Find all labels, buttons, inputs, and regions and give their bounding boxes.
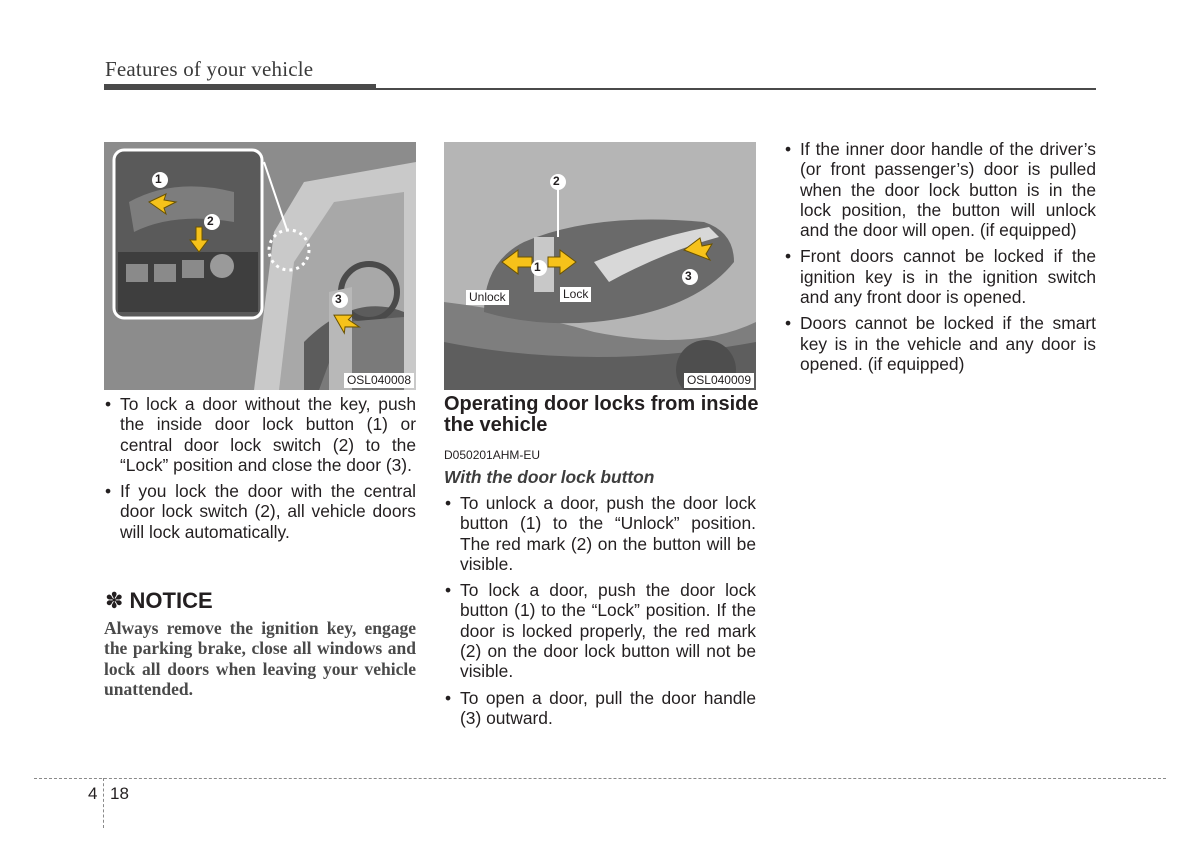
figure-door-lock-button [444,142,756,390]
callout-2: 2 [553,174,560,188]
middle-column [444,493,756,734]
figure-code-label: OSL040008 [344,373,414,388]
section-heading: Operating door locks from inside the vehicle [444,393,759,436]
door-lock-overview-illustration [104,142,416,390]
callout-3: 3 [685,269,692,283]
notice-body: Always remove the ignition key, engage the parking brake, close all windows and lock all doors when leaving your vehicle unattended. [104,618,416,699]
section-title: Features of your vehicle [105,57,314,81]
notice-title: ✽ NOTICE [105,588,213,613]
right-bullet-list [784,139,1096,374]
left-bullet-list [104,394,416,542]
callout-3: 3 [335,292,342,306]
list-item: • If the inner door handle of the driver’s (or front passenger’s) door is pulled when the door lock button is in the lock position, the button will unlock and the door will open. (if equipped) [784,139,1096,240]
lock-label: Lock [560,287,591,302]
callout-1: 1 [155,172,162,186]
chapter-number: 4 [88,784,98,803]
right-column [784,139,1096,380]
document-code: D050201AHM-EU [444,448,541,462]
list-item: • To open a door, pull the door handle (3) outward. [444,688,756,729]
figure-code-label: OSL040009 [684,373,754,388]
list-item: • Front doors cannot be locked if the ignition key is in the ignition switch and any front door is opened. [784,246,1096,307]
footer-page-divider [103,778,104,828]
list-item: • To lock a door, push the door lock button (1) to the “Lock” position. If the door is locked properly, the red mark (2) on the door lock button will not be visible. [444,580,756,681]
left-column [104,394,416,548]
list-item: • To lock a door without the key, push the inside door lock button (1) or central door lock switch (2) to the “Lock” position and close the door (3). [104,394,416,475]
figure-door-lock-overview [104,142,416,390]
header-rule-accent [104,84,376,90]
subheading: With the door lock button [444,467,655,487]
middle-bullet-list [444,493,756,728]
door-lock-button-illustration [444,142,756,390]
footer-divider [34,778,1166,779]
list-item: • If you lock the door with the central door lock switch (2), all vehicle doors will lock automatically. [104,481,416,542]
callout-2: 2 [207,214,214,228]
callout-1: 1 [534,260,541,274]
list-item: • Doors cannot be locked if the smart key is in the vehicle and any door is opened. (if equipped) [784,313,1096,374]
unlock-label: Unlock [466,290,509,305]
page-number: 18 [110,784,129,803]
list-item: • To unlock a door, push the door lock button (1) to the “Unlock” position. The red mark (2) on the button will be visible. [444,493,756,574]
